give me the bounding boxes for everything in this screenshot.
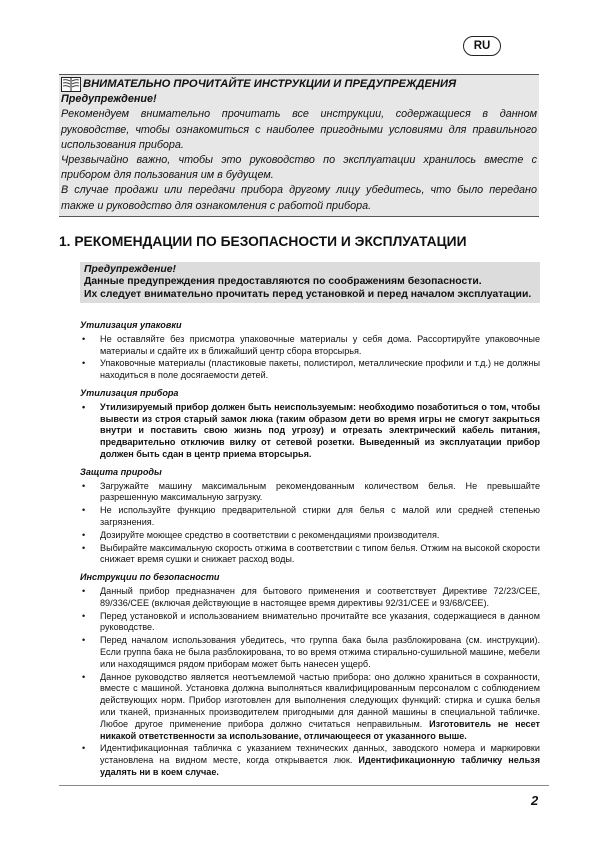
section-heading: 1. РЕКОМЕНДАЦИИ ПО БЕЗОПАСНОСТИ И ЭКСПЛУАТАЦИИ	[59, 234, 467, 249]
language-badge: RU	[463, 36, 501, 56]
warning-title: ВНИМАТЕЛЬНО ПРОЧИТАЙТЕ ИНСТРУКЦИИ И ПРЕДУПРЕЖДЕНИЯ	[83, 78, 457, 90]
section-title: Утилизация прибора	[80, 387, 179, 398]
section-title: Защита природы	[80, 466, 162, 477]
list-item: • Данный прибор предназначен для бытового применения и соответствует Директиве 72/23/CEE, 89/336/CEE (включая действующие в настоящее время директивы 92/31/CEE и 93/68/CEE).	[82, 585, 540, 608]
list-item: • Данное руководство является неотъемлемой частью прибора: оно должно храниться в сохранности, вместе с машиной. Установка должна выполняться квалифицированным персоналом с соблюдением действующих норм. Прибор изготовлен для выполнения следующих функций: стирка и сушка белья или тканей, признанных производителем пригодными для данной машины в специальной табличке. Любое другое применение прибора должно считаться неправильным. Изготовитель не несет никакой ответственности за использование, отличающееся от указанного выше.	[82, 671, 540, 741]
section-title: Утилизация упаковки	[80, 320, 182, 330]
list-item: • Упаковочные материалы (пластиковые пакеты, полистирол, металлические профили и т.д.) не должны находиться в поле досягаемости детей.	[82, 358, 540, 381]
safety-section	[80, 572, 540, 779]
disposal-section	[80, 388, 540, 461]
list-item: • Выбирайте максимальную скорость отжима в соответствии с типом белья. Отжим на высокой скорости снижает время сушки и снижает расход воды.	[82, 542, 540, 565]
note-title: Предупреждение!	[84, 264, 176, 275]
warning-subtitle: Предупреждение!	[61, 93, 157, 106]
list-item: • Идентификационная табличка с указанием технических данных, заводского номера и маркировки установлена на видном месте, когда открывается люк. Идентификационную табличку нельзя удалять ни в коем случае.	[82, 743, 540, 777]
warning-paragraph-3: В случае продажи или передачи прибора другому лицу убедитесь, что было передано также и руководство для ознакомления с работой прибора.	[61, 184, 537, 212]
warning-paragraph-2: Чрезвычайно важно, чтобы это руководство по эксплуатации хранилось вместе с прибором для пользования им в будущем.	[61, 154, 537, 182]
list-item: • Загружайте машину максимальным рекомендованным количеством белья. Не превышайте разрешенную максимальную загрузку.	[82, 480, 540, 503]
content	[80, 320, 540, 785]
page-number: 2	[531, 793, 539, 808]
list-item: • Перед началом использования убедитесь, что группа бака была разблокирована (см. инструкции). Если группа бака не была разблокирована, то во время отжима стирально-сушильной машине, мебели или находящимся рядом приборам может быть нанесен ущерб.	[82, 635, 540, 669]
list-item: • Утилизируемый прибор должен быть неиспользуемым: необходимо позаботиться о том, чтобы вывести из строя старый замок люка (таким образом дети во время игры не смогут закрыться внутри и поставить свою жизнь под угрозу) и отрезать электрический кабель питания, предварительно отключив вилку от сетевой розетки. Выведенный из эксплуатации прибор должен быть сдан в центр приема вторсырья.	[82, 401, 540, 459]
footer-rule	[59, 785, 549, 786]
warning-paragraph-1: Рекомендуем внимательно прочитать все инструкции, содержащиеся в данном руководстве, чтобы ознакомиться с наиболее пригодными условиями для правильного использования прибора.	[61, 108, 537, 151]
nature-section	[80, 467, 540, 566]
note-line-1: Данные предупреждения предоставляются по соображениям безопасности.	[84, 276, 482, 288]
packaging-section	[80, 320, 540, 382]
warning-box	[59, 74, 539, 217]
list-item: • Не оставляйте без присмотра упаковочные материалы у себя дома. Рассортируйте упаковочные материалы и сдайте их в ближайший центр сбора вторсырья.	[82, 333, 540, 356]
note-box	[80, 262, 540, 303]
list-item: • Дозируйте моющее средство в соответствии с рекомендациями производителя.	[82, 529, 440, 540]
warning-header	[61, 77, 537, 92]
section-title: Инструкции по безопасности	[80, 572, 220, 583]
book-icon	[61, 77, 81, 92]
list-item: • Не используйте функцию предварительной стирки для белья с малой или средней степенью загрязнения.	[82, 505, 540, 527]
note-line-2: Их следует внимательно прочитать перед установкой и перед началом эксплуатации.	[84, 288, 532, 300]
list-item: • Перед установкой и использованием внимательно прочитайте все указания, содержащиеся в данном руководстве.	[82, 610, 540, 633]
